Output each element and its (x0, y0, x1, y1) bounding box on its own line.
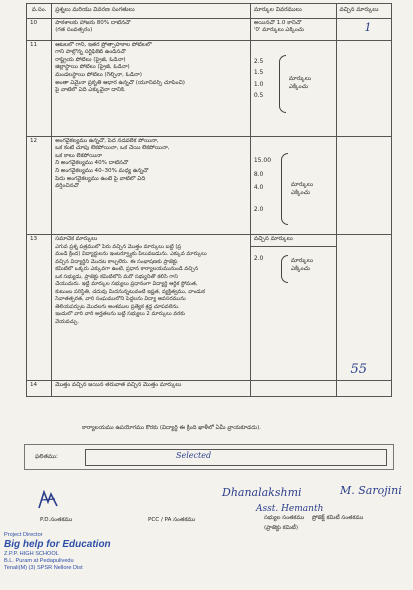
table-header-row (27, 4, 392, 19)
desc-line: నీ అంగవైకల్యము 40% దాటినచో (55, 160, 129, 167)
col-header-serial: వ.సం. (27, 4, 52, 19)
note-line: ఎక్కించు (288, 83, 308, 90)
table-row (27, 234, 392, 380)
desc-line: వర్తించినచో (55, 183, 79, 190)
desc-line: వేయవచ్చు. (55, 318, 80, 325)
marks-line: '0' మార్కులు ఎక్కించు (253, 27, 304, 34)
score-value: 2.0 (253, 206, 264, 214)
desc-line: పై వాటిలో ఏది ఎక్కువైనా దానికి. (55, 87, 126, 94)
score-value: 1.0 (253, 80, 264, 88)
score-values (254, 154, 271, 217)
member-signature-3: Asst. Hemanth (256, 504, 324, 514)
table-row (27, 136, 392, 234)
row-awarded (336, 380, 391, 396)
col-header-marks-details: మార్కుల వివరములు (250, 4, 336, 19)
desc-line: గాని పాల్గొన్న సర్టిఫికేట్ ఉండినచో (55, 49, 126, 56)
note-line: మార్కులు (288, 75, 312, 82)
score-value: 1.5 (253, 69, 264, 77)
row-awarded (336, 234, 391, 380)
row-marks (250, 136, 336, 234)
row-marks (250, 380, 336, 396)
row-number: 11 (27, 40, 52, 136)
note-line: మార్కులు (290, 181, 314, 188)
member-signature-1: Dhanalakshmi (222, 486, 302, 499)
desc-line: కుటుంబ పరిస్థితి, చదువు మీదనున్నటువంటి ఇష్టత, వ్యక్తిత్వము, వాండుక (55, 288, 205, 295)
desc-line: ఆటలలో గాని, ఇతర ప్రోత్సాహకాల పోటీలలో (55, 41, 152, 48)
project-director-stamp (4, 532, 124, 572)
row-description (52, 18, 251, 40)
desc-line: రాష్ట్రీయ పోటీలు (ప్రైజ్, ఓడినా) (55, 56, 126, 63)
result-label: ఫలితము: (35, 454, 58, 460)
desc-line: సేవాతత్పరత, వారి సంఘములోని పెద్దలను విద్యా ఆవసరమును (55, 296, 186, 303)
desc-line: నీ అంగవైకల్యము 40–30% మధ్య ఉన్నచో (55, 168, 149, 174)
office-use-note: కార్యాలయము ఉపయోగము కొరకు (విద్యార్థి ఈ క్రింది ఖాళీలో ఏమీ వ్రాయకూడదు). (82, 425, 262, 431)
brace (281, 153, 288, 225)
desc-line: ఇందులో వారి వారి అర్హతలను బట్టి సభ్యులు 2 మార్కులు వరకు (55, 311, 185, 318)
result-box (85, 449, 387, 466)
row-number: 14 (27, 380, 52, 396)
pcc-signature-label: PCC / PA సంతకము (148, 517, 196, 523)
row-description (52, 40, 251, 136)
row-description (52, 380, 251, 396)
desc-line: మండి క్రింద) విద్యార్థులను ఇంటర్వ్యూకు పిలువబడును. ఎక్కువ మార్కులు (55, 251, 207, 258)
row-awarded (336, 18, 391, 40)
desc-line: ఒక సభ్యుడు, ప్రాజెక్టు కమిటీలోని మరో సభ్యునితో కలిసి గాని (55, 273, 178, 280)
desc-line: తెలియపర్చుట మొదలగు అంశముల ప్రత్యేక శ్రద్ధ చూపవలెను. (55, 303, 180, 310)
marks-note (289, 75, 311, 91)
desc-line: అంగవైకల్యము ఉన్నచో, పేద నడవలేక పోయినా, (55, 137, 159, 144)
desc-line: చేయుదురు. ఇట్టి మార్కుల సభ్యులు ప్రధానంగా విద్యార్థి ఆర్థిక స్థోమత, (55, 281, 198, 288)
stamp-line: Tenali(M) (3) SPSR Nellore Dist (4, 565, 83, 572)
row-awarded (336, 40, 391, 136)
note-line: ఎక్కించు (290, 189, 310, 196)
stamp-line: Big help for Education (4, 538, 111, 550)
member-signature-2: M. Sarojini (340, 484, 402, 497)
member-signature-label: సభ్యుల సంతకము (264, 515, 305, 521)
marks-subheader: వచ్చిన మార్కులు (253, 235, 293, 242)
desc-line: మొత్తం వచ్చిన జయిన తరువాత వచ్చిన మొత్తం మార్కులు (55, 381, 182, 388)
stamp-line: Project Director (4, 532, 43, 538)
awarded-value: 1 (364, 20, 372, 34)
row-marks (250, 18, 336, 40)
score-values (254, 253, 264, 264)
desc-line: (గత సంవత్సరం) (55, 27, 93, 34)
stamp-line: Z.P.P. HIGH SCHOOL (4, 551, 59, 558)
score-value: 4.0 (253, 184, 264, 192)
brace (279, 55, 286, 113)
row-awarded (336, 136, 391, 234)
desc-line: మండలస్థాయి పోటీలు (గెల్చినా, ఓడినా) (55, 72, 142, 78)
score-values (254, 56, 264, 102)
desc-line: వచ్చిన విద్యార్థిని మొదట కాల్చలేరు. ఈ సంభాషణకు ప్రాజెక్టు (55, 258, 178, 265)
table-row (27, 40, 392, 136)
score-value: 2.5 (253, 57, 264, 65)
brace (281, 255, 288, 283)
score-value: 0.5 (253, 91, 264, 99)
note-line: మార్కులు (290, 257, 314, 264)
committee-signature-label: ప్రోజెక్ట్ కమిటీ సంతకము (312, 515, 364, 521)
col-header-questions: ప్రశ్నలు మరియు వివరణ సంగతులు (52, 4, 251, 19)
marks-table (26, 3, 392, 397)
desc-line: అంతా ఏమైనా ప్రకృతి ఆధార ఉన్నచో (యూనివర్స్ చూపించి) (55, 79, 185, 86)
row-number: 12 (27, 136, 52, 234)
row-title: సమాచేక మార్కులు (55, 235, 98, 242)
col-header-marks-awarded: వచ్చిన మార్కులు (336, 4, 391, 19)
row-marks (250, 40, 336, 136)
marks-note (291, 181, 313, 197)
desc-line: ఎగువ ప్రశ్న పత్రములో పేరు వచ్చిన మొత్తం మార్కులు బట్టి (ప్ర (55, 243, 182, 250)
desc-line: ఒక కంటి చూపు లేకపోయినా, ఒక చేయి లేకపోయినా, (55, 145, 170, 152)
divider (251, 246, 336, 247)
desc-line: ఒక కాలు లేకపోయినా (55, 152, 103, 159)
table-row (27, 380, 392, 396)
marks-note (291, 257, 313, 273)
member-sub-label: (ప్రాజెక్టు కమిటీ) (264, 525, 299, 531)
marks-line: అయినచో 1.0 కానిచో (253, 19, 302, 26)
result-value: Selected (176, 451, 212, 460)
row-marks (250, 234, 336, 380)
score-value: 8.0 (253, 170, 264, 178)
desc-line: పేదు అంగవైకల్యము ఉంటే పై వాటిలో ఏది (55, 175, 146, 182)
row-description (52, 136, 251, 234)
stamp-line: B.L. Puram at Pedapulivedu (4, 558, 74, 565)
row-number: 10 (27, 18, 52, 40)
pd-signature-mark (36, 486, 62, 512)
table-row (27, 18, 392, 40)
pd-signature-label: P.D.సంతకము (40, 517, 73, 523)
desc-line: పాఠశాలకు హాజరు 80% దాటినచో (55, 19, 131, 26)
score-value: 15.00 (253, 156, 272, 164)
note-line: ఎక్కించు (290, 265, 310, 272)
desc-line: కమిటీలో ఒక్కరు ఎక్కువగా ఉంటే, ప్రధాన కార్యాలయమునుండి వచ్చిన (55, 266, 199, 273)
row-description (52, 234, 251, 380)
row-number: 13 (27, 234, 52, 380)
desc-line: జిల్లాస్థాయి పోటీలు (ప్రైజ్, ఓడినా) (55, 64, 130, 71)
result-section (24, 444, 394, 470)
score-value: 2.0 (253, 254, 264, 262)
awarded-value: 55 (350, 361, 368, 377)
